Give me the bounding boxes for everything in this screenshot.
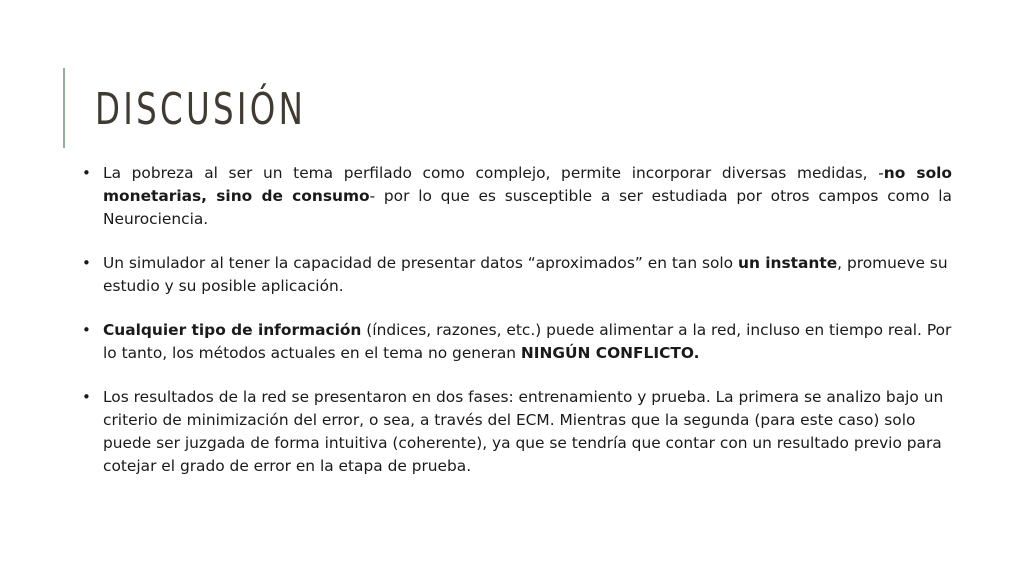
bullet-list <box>82 162 952 499</box>
bullet-dot-icon: • <box>82 164 91 182</box>
bullet-text-part: Un simulador al tener la capacidad de presentar datos “aproximados” en tan solo <box>103 254 738 272</box>
bullet-dot-icon: • <box>82 254 91 272</box>
bullet-text-bold: no solo monetarias, sino de consumo <box>103 164 952 205</box>
bullet-text-part: La pobreza al ser un tema perfilado como complejo, permite incorporar diversas medidas, - <box>103 164 884 182</box>
bullet-item <box>82 252 952 298</box>
bullet-text-part: , promueve su estudio y su posible aplicación. <box>103 254 948 295</box>
bullet-item <box>82 319 952 365</box>
bullet-text-part: Los resultados de la red se presentaron en dos fases: entrenamiento y prueba. La primera se analizo bajo un criterio de minimización del error, o sea, a través del ECM. Mientras que la segunda (para este caso) solo puede ser juzgada de forma intuitiva (coherente), ya que se tendría que contar con un resultado previo para cotejar el grado de error en la etapa de prueba. <box>103 388 944 475</box>
bullet-dot-icon: • <box>82 388 91 406</box>
bullet-text-bold: Cualquier tipo de información <box>103 321 362 339</box>
title-accent-bar <box>63 68 65 148</box>
bullet-text-bold: un instante <box>737 254 838 272</box>
slide-title: DISCUSIÓN <box>95 84 307 135</box>
bullet-item <box>82 386 952 478</box>
bullet-text-part: (índices, razones, etc.) puede alimentar a la red, incluso en tiempo real. Por lo tanto, los métodos actuales en el tema no generan <box>103 321 952 362</box>
bullet-text-bold: NINGÚN CONFLICTO. <box>520 344 700 362</box>
bullet-item <box>82 162 952 231</box>
bullet-dot-icon: • <box>82 321 91 339</box>
bullet-text-part: - por lo que es susceptible a ser estudiada por otros campos como la Neurociencia. <box>103 187 952 228</box>
